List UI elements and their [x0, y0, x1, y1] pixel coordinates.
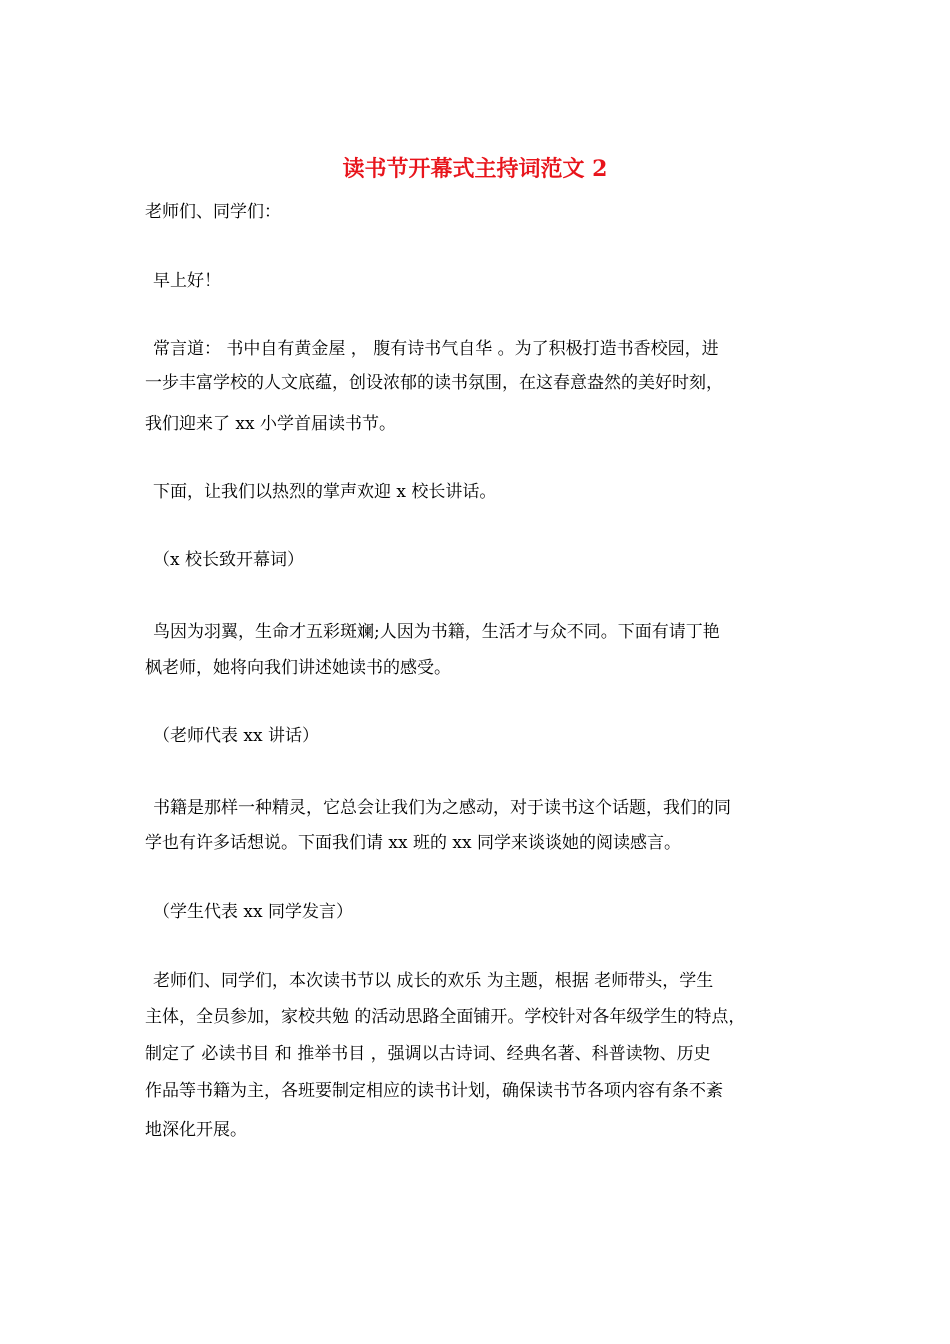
- greeting-line: 老师们、同学们：: [145, 202, 281, 222]
- paragraph-line: 一步丰富学校的人文底蕴，创设浓郁的读书氛围，在这春意盎然的美好时刻，: [145, 373, 723, 393]
- paragraph-line: 学也有许多话想说。下面我们请 xx 班的 xx 同学来谈谈她的阅读感言。: [145, 833, 681, 853]
- paragraph-line: 早上好！: [153, 271, 221, 291]
- paragraph-line: 鸟因为羽翼，生命才五彩斑斓;人因为书籍，生活才与众不同。下面有请丁艳: [153, 622, 720, 642]
- paragraph-line: （学生代表 xx 同学发言）: [153, 902, 353, 922]
- paragraph-line: 我们迎来了 xx 小学首届读书节。: [145, 414, 396, 434]
- paragraph-line: 枫老师，她将向我们讲述她读书的感受。: [145, 658, 451, 678]
- paragraph-line: 作品等书籍为主，各班要制定相应的读书计划，确保读书节各项内容有条不紊: [145, 1081, 723, 1101]
- paragraph-line: 制定了 必读书目 和 推举书目 ，强调以古诗词、经典名著、科普读物、历史: [145, 1044, 711, 1064]
- document-title: 读书节开幕式主持词范文 2: [342, 156, 608, 182]
- paragraph-line: 主体，全员参加，家校共勉 的活动思路全面铺开。学校针对各年级学生的特点，: [145, 1007, 746, 1027]
- paragraph-line: （老师代表 xx 讲话）: [153, 726, 319, 746]
- paragraph-line: 老师们、同学们，本次读书节以 成长的欢乐 为主题，根据 老师带头，学生: [153, 971, 714, 991]
- paragraph-line: （x 校长致开幕词）: [153, 550, 304, 570]
- paragraph-line: 书籍是那样一种精灵，它总会让我们为之感动，对于读书这个话题，我们的同: [153, 798, 731, 818]
- paragraph-line: 地深化开展。: [145, 1120, 247, 1140]
- paragraph-line: 常言道： 书中自有黄金屋 ， 腹有诗书气自华 。为了积极打造书香校园，进: [153, 339, 719, 359]
- paragraph-line: 下面，让我们以热烈的掌声欢迎 x 校长讲话。: [153, 482, 497, 502]
